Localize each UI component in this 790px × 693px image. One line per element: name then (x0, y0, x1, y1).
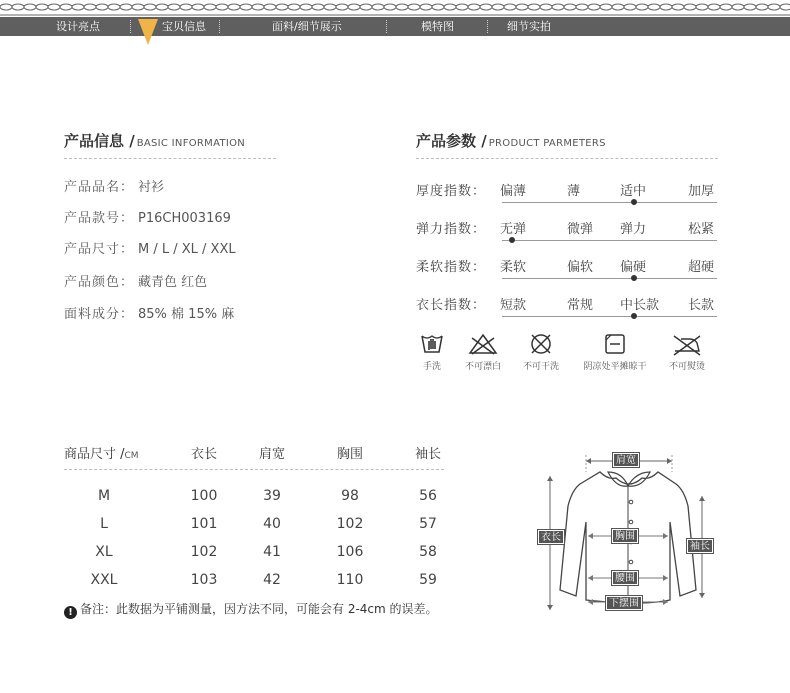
label-hem: 下摆围 (606, 596, 642, 610)
param-option: 加厚 (688, 184, 715, 199)
size-label: XXL (90, 572, 118, 588)
care-label: 阴凉处平摊晾干 (583, 362, 647, 372)
alert-icon: ! (64, 606, 77, 619)
basic-info-title (64, 130, 245, 151)
note-text: 备注：此数据为平铺测量，因方法不同，可能会有 2-4cm 的误差。 (80, 602, 438, 616)
param-label: 厚度指数： (416, 184, 487, 199)
nav-separator (487, 20, 488, 33)
size-label: M (97, 488, 111, 504)
param-option: 偏软 (567, 260, 594, 275)
param-marker (631, 275, 637, 281)
divider (416, 158, 718, 159)
size-value: 106 (336, 544, 364, 560)
measurement-note (64, 600, 438, 619)
size-value: 59 (419, 572, 437, 588)
label-shoulder: 肩宽 (613, 453, 639, 467)
nav-separator (130, 20, 131, 33)
size-value: 56 (419, 488, 437, 504)
care-no-bleach (457, 332, 509, 372)
param-option: 微弹 (567, 222, 594, 237)
size-col-shoulder: 肩宽 (258, 447, 285, 462)
nav-separator (219, 20, 220, 33)
no-dry-clean-icon (528, 332, 554, 356)
nav-item-detail[interactable]: 细节实拍 (507, 20, 551, 33)
nav-active-arrow (138, 19, 158, 45)
param-option: 长款 (688, 298, 715, 313)
param-option: 常规 (567, 298, 594, 313)
param-option: 弹力 (620, 222, 647, 237)
info-row-name: 产品品名： 衬衫 (64, 180, 165, 195)
param-option: 偏薄 (500, 184, 527, 199)
info-row-color: 产品颜色： 藏青色 红色 (64, 275, 208, 290)
size-header-label: 商品尺寸 / (64, 447, 125, 462)
nav-item-model[interactable]: 模特图 (421, 20, 454, 33)
param-marker (631, 313, 637, 319)
info-row-fabric: 面料成分： 85% 棉 15% 麻 (64, 307, 235, 322)
param-scale-line (502, 316, 717, 317)
params-title (416, 130, 606, 151)
param-option: 适中 (620, 184, 647, 199)
chain-border (0, 0, 790, 16)
label-waist: 腰围 (612, 571, 638, 585)
care-label: 不可熨烫 (668, 362, 705, 372)
dry-flat-icon (602, 332, 628, 356)
params-title-cn: 产品参数 / (416, 132, 487, 150)
nav-bar (0, 17, 790, 36)
param-option: 柔软 (500, 260, 527, 275)
size-label: XL (95, 544, 113, 560)
size-col-length: 衣长 (190, 447, 217, 462)
basic-info-title-en: BASIC INFORMATION (136, 138, 246, 149)
param-scale-line (502, 240, 717, 241)
size-value: 98 (341, 488, 359, 504)
size-table-header (64, 443, 139, 462)
basic-info-title-cn: 产品信息 / (64, 132, 135, 150)
size-value: 110 (336, 572, 364, 588)
info-row-size: 产品尺寸： M / L / XL / XXL (64, 242, 236, 257)
param-marker (631, 199, 637, 205)
param-marker (509, 237, 515, 243)
care-no-iron (664, 332, 710, 372)
param-option: 薄 (567, 184, 581, 199)
param-option: 短款 (500, 298, 527, 313)
size-col-chest: 胸围 (336, 447, 363, 462)
care-label: 不可干洗 (522, 362, 559, 372)
care-label: 不可漂白 (464, 362, 501, 372)
nav-item-fabric[interactable]: 面料/细节展示 (272, 20, 342, 33)
size-value: 102 (336, 516, 364, 532)
label-sleeve: 袖长 (687, 539, 713, 553)
hand-wash-icon (419, 332, 445, 356)
size-value: 102 (190, 544, 218, 560)
param-label: 弹力指数： (416, 222, 487, 237)
size-value: 41 (263, 544, 281, 560)
param-option: 偏硬 (620, 260, 647, 275)
size-value: 101 (190, 516, 218, 532)
size-value: 42 (263, 572, 281, 588)
param-label: 衣长指数： (416, 298, 487, 313)
size-value: 40 (263, 516, 281, 532)
param-label: 柔软指数： (416, 260, 487, 275)
size-value: 39 (263, 488, 281, 504)
size-header-unit: CM (124, 451, 139, 461)
param-option: 中长款 (620, 298, 660, 313)
param-scale-line (502, 278, 717, 279)
param-option: 超硬 (688, 260, 715, 275)
param-option: 松紧 (688, 222, 715, 237)
care-no-dryclean (516, 332, 566, 372)
nav-item-info[interactable]: 宝贝信息 (162, 20, 206, 33)
params-title-en: PRODUCT PARMETERS (488, 138, 606, 149)
care-label: 手洗 (422, 362, 441, 372)
nav-item-design[interactable]: 设计亮点 (56, 20, 100, 33)
size-label: L (100, 516, 108, 532)
size-value: 103 (190, 572, 218, 588)
care-dry-flat (577, 332, 653, 372)
info-row-style: 产品款号： P16CH003169 (64, 211, 231, 226)
divider (64, 158, 276, 159)
no-bleach-icon (468, 332, 498, 356)
size-col-sleeve: 袖长 (414, 447, 441, 462)
size-value: 57 (419, 516, 437, 532)
size-value: 58 (419, 544, 437, 560)
care-hand-wash (413, 332, 451, 372)
label-length: 衣长 (538, 530, 564, 544)
param-scale-line (502, 202, 717, 203)
nav-separator (386, 20, 387, 33)
divider (64, 469, 444, 470)
size-value: 100 (190, 488, 218, 504)
param-option: 无弹 (500, 222, 527, 237)
no-iron-icon (671, 332, 703, 356)
label-chest: 胸围 (612, 529, 638, 543)
